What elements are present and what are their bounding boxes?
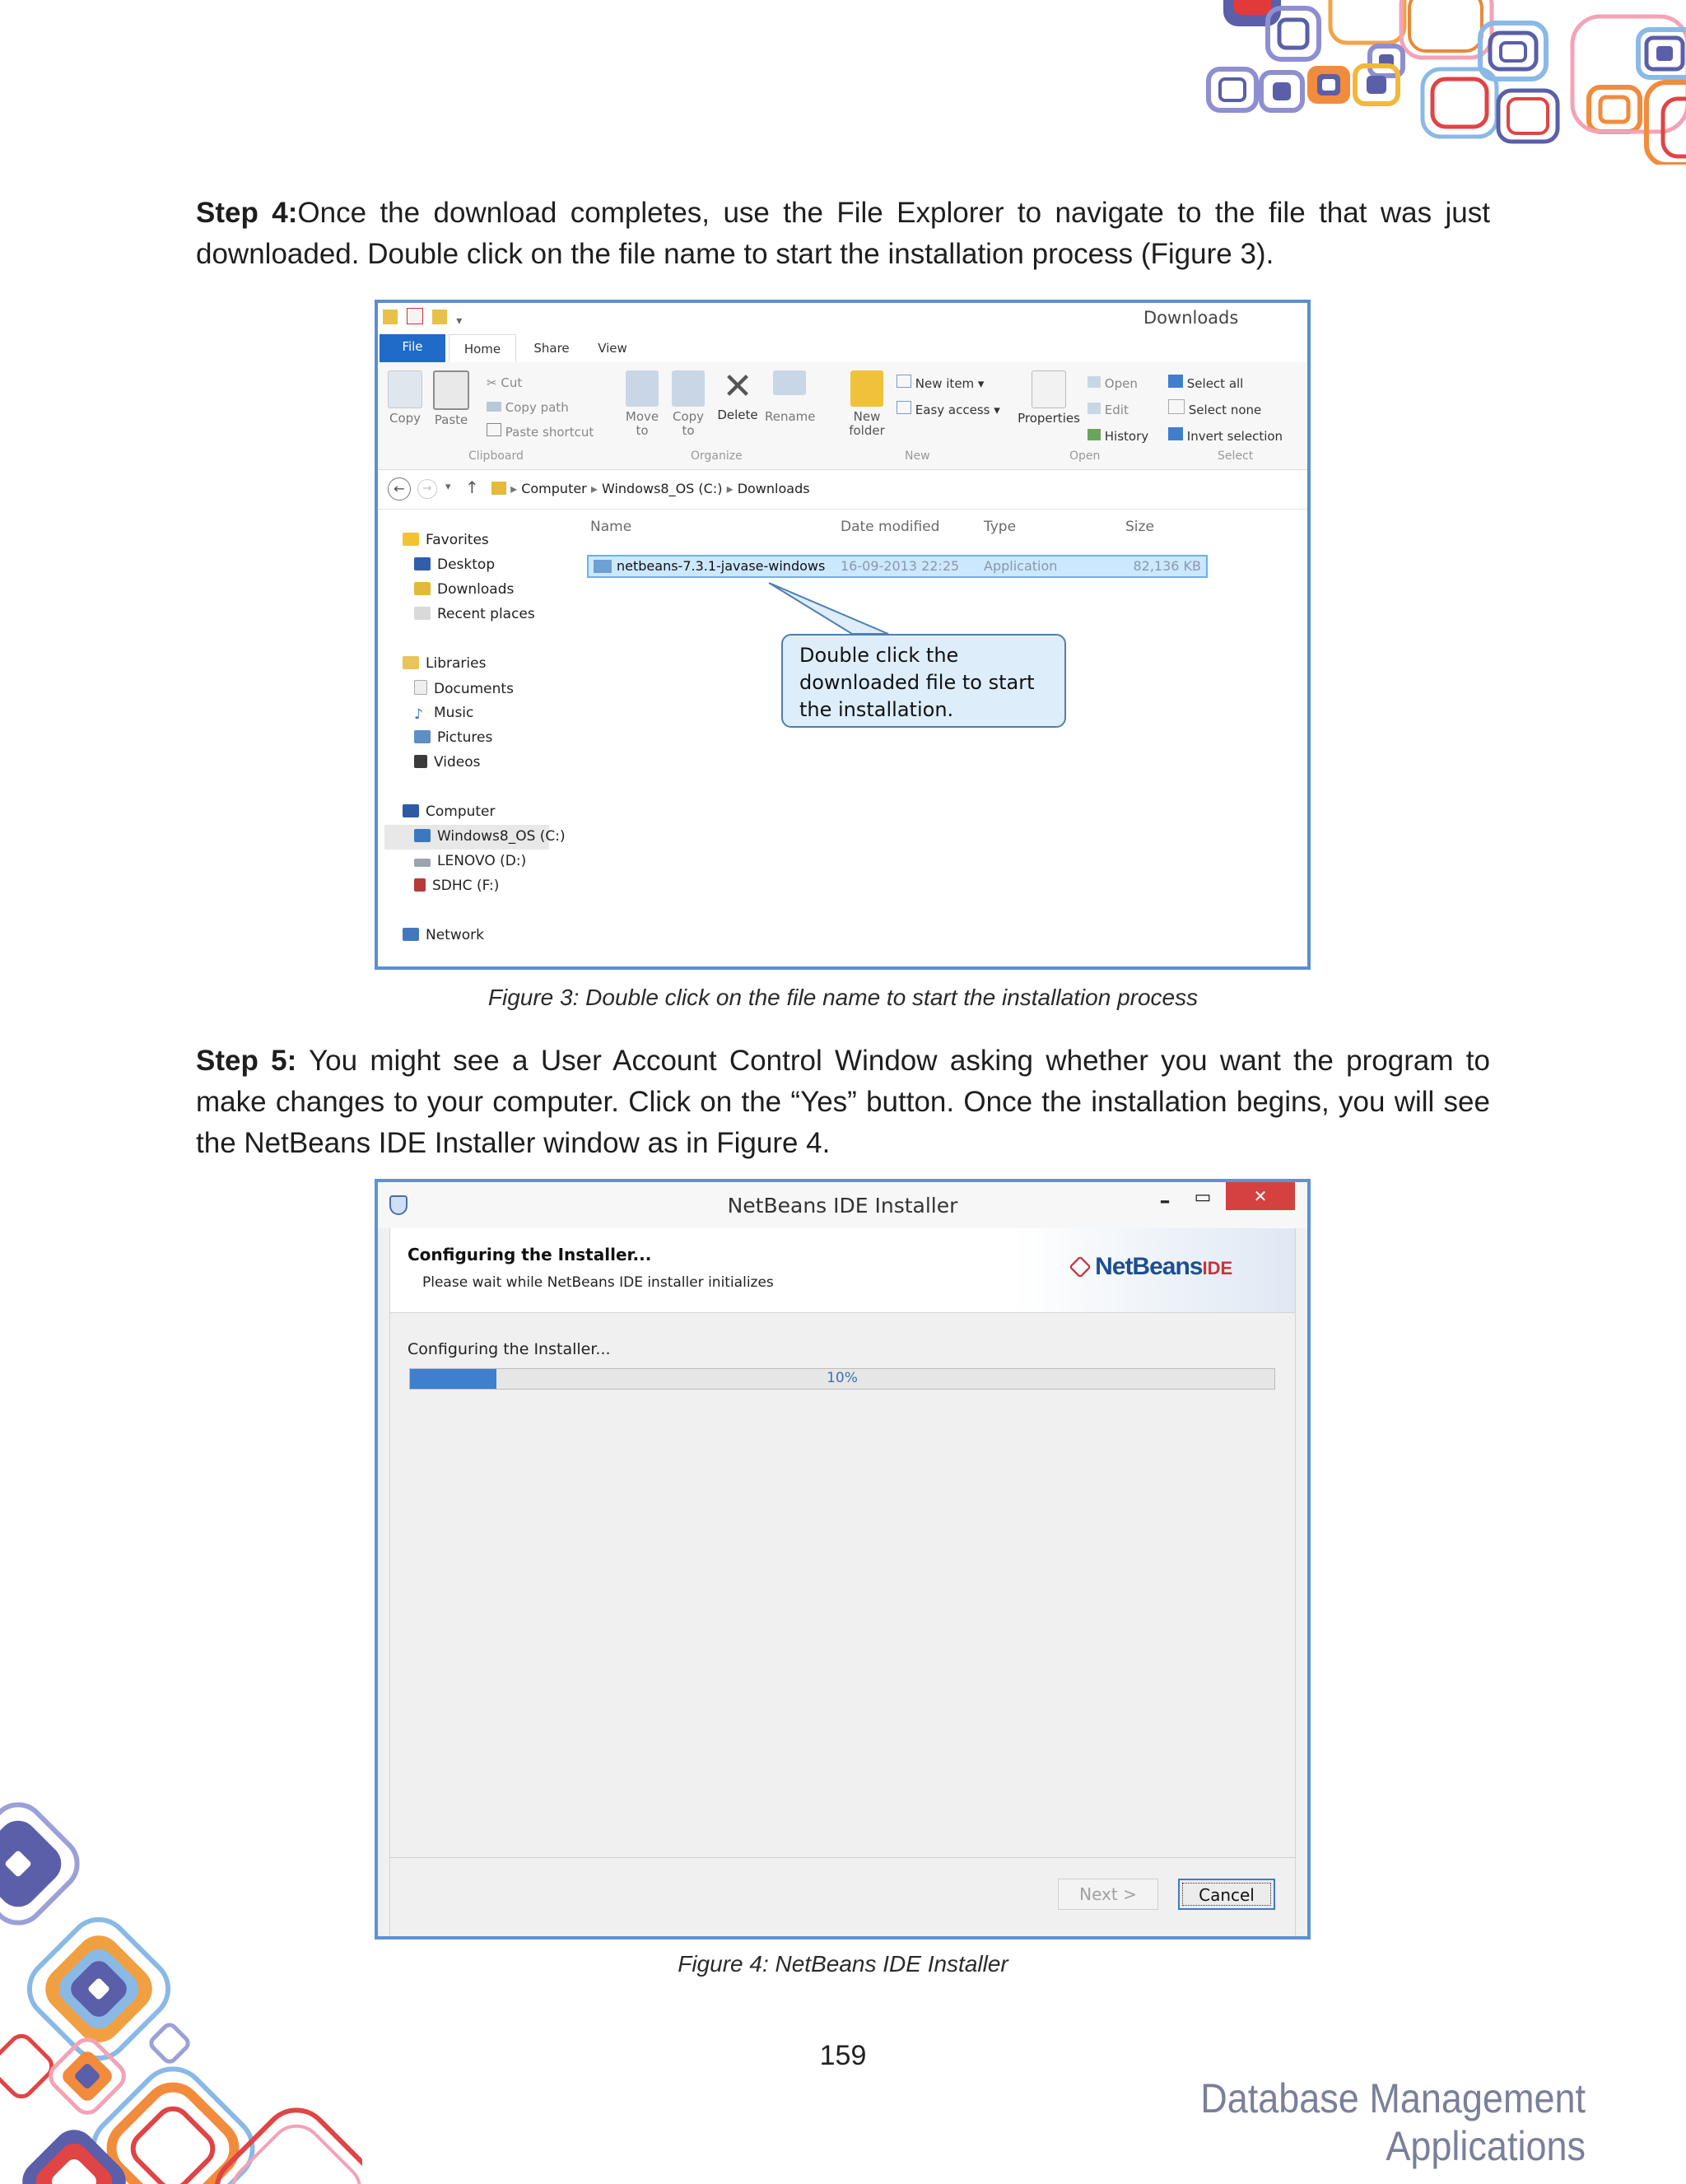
file-name: netbeans-7.3.1-javase-windows bbox=[617, 558, 826, 574]
file-type: Application bbox=[984, 558, 1058, 574]
step4-label: Step 4: bbox=[196, 197, 298, 229]
tab-home[interactable]: Home bbox=[449, 334, 516, 363]
tab-share[interactable]: Share bbox=[533, 341, 570, 356]
easy-access-button[interactable]: Easy access ▾ bbox=[897, 397, 1000, 423]
delete-label: Delete bbox=[717, 407, 758, 422]
new-folder-label: New folder bbox=[849, 409, 885, 438]
tab-view[interactable]: View bbox=[598, 341, 627, 356]
footer-title: Database Management Applications bbox=[1200, 2075, 1586, 2169]
tab-file[interactable]: File bbox=[380, 334, 445, 362]
cut-label: Cut bbox=[501, 375, 523, 390]
edit-label: Edit bbox=[1104, 403, 1129, 417]
rename-label: Rename bbox=[765, 409, 816, 424]
maximize-button[interactable]: ▭ bbox=[1194, 1187, 1212, 1208]
step4-paragraph bbox=[196, 193, 1490, 275]
breadcrumb-drive[interactable]: Windows8_OS (C:) bbox=[601, 481, 723, 496]
nav-music-label: Music bbox=[434, 705, 474, 721]
step4-text: Once the download completes, use the File Explorer to navigate to the file that was just downloaded. Double click on the file name to start the installation process (Figure 3). bbox=[196, 197, 1490, 270]
installer-title: NetBeans IDE Installer bbox=[727, 1194, 958, 1218]
clipboard-group-label: Clipboard bbox=[468, 449, 524, 463]
figure4-caption: Figure 4: NetBeans IDE Installer bbox=[678, 1951, 1008, 1977]
decorative-squares-top-right bbox=[1185, 0, 1686, 165]
open-group-label: Open bbox=[1069, 449, 1101, 463]
music-icon: ♪ bbox=[414, 706, 423, 723]
close-button[interactable]: ✕ bbox=[1226, 1182, 1295, 1210]
copy-path-label: Copy path bbox=[505, 400, 569, 415]
figure3-caption: Figure 3: Double click on the file name to start the installation process bbox=[487, 985, 1199, 1010]
new-item-label: New item bbox=[915, 376, 975, 391]
history-label: History bbox=[1104, 429, 1149, 444]
nav-network-label: Network bbox=[426, 927, 484, 943]
paste-shortcut-label: Paste shortcut bbox=[505, 425, 594, 440]
invert-selection-label: Invert selection bbox=[1186, 429, 1283, 444]
logo-netbeans: NetBeans bbox=[1095, 1253, 1203, 1280]
nav-downloads-label: Downloads bbox=[437, 581, 515, 598]
explorer-title: Downloads bbox=[1143, 308, 1239, 328]
open-label: Open bbox=[1104, 376, 1138, 391]
select-none-label: Select none bbox=[1188, 403, 1262, 417]
header-subtitle: Please wait while NetBeans IDE installer initializes bbox=[422, 1274, 774, 1291]
copy-label: Copy bbox=[389, 411, 422, 426]
callout-text: Double click the downloaded file to start the installation. bbox=[799, 644, 1035, 721]
status-text: Configuring the Installer... bbox=[408, 1340, 611, 1358]
column-size[interactable]: Size bbox=[1125, 519, 1154, 535]
installer-window bbox=[375, 1179, 1311, 1940]
header-title: Configuring the Installer... bbox=[408, 1245, 652, 1264]
select-group-label: Select bbox=[1218, 449, 1254, 463]
column-type[interactable]: Type bbox=[984, 519, 1017, 535]
logo-ide: IDE bbox=[1202, 1258, 1233, 1278]
progress-label: 10% bbox=[827, 1370, 858, 1386]
move-to-label: Move to bbox=[625, 409, 659, 438]
column-date[interactable]: Date modified bbox=[841, 519, 940, 535]
explorer-window bbox=[375, 300, 1311, 970]
new-item-button[interactable]: New item ▾ bbox=[897, 370, 1000, 397]
minimize-button[interactable]: – bbox=[1159, 1189, 1171, 1213]
breadcrumb: ▸ Computer ▸ Windows8_OS (C:) ▸ Downloads bbox=[491, 481, 810, 496]
nav-recent-label: Recent places bbox=[437, 606, 535, 622]
nav-libraries-label: Libraries bbox=[426, 655, 487, 672]
organize-group-label: Organize bbox=[691, 449, 743, 463]
step5-paragraph bbox=[196, 1041, 1490, 1164]
breadcrumb-downloads[interactable]: Downloads bbox=[737, 481, 810, 496]
file-size: 82,136 KB bbox=[1133, 558, 1201, 574]
callout-box bbox=[781, 634, 1066, 728]
decorative-diamonds-bottom-left bbox=[0, 1795, 362, 2184]
easy-access-label: Easy access bbox=[915, 403, 990, 417]
nav-favorites-label: Favorites bbox=[426, 532, 489, 548]
paste-label: Paste bbox=[434, 412, 468, 427]
nav-drive-c-label: Windows8_OS (C:) bbox=[437, 828, 566, 845]
body-border bbox=[389, 1228, 1296, 1936]
step5-label: Step 5: bbox=[196, 1045, 297, 1077]
cancel-button[interactable]: Cancel bbox=[1178, 1879, 1275, 1910]
breadcrumb-computer[interactable]: Computer bbox=[521, 481, 587, 496]
installer-titlebar bbox=[378, 1182, 1307, 1228]
file-date: 16-09-2013 22:25 bbox=[841, 558, 960, 574]
cut-icon: ✂ bbox=[487, 375, 497, 390]
nav-drive-d-label: LENOVO (D:) bbox=[437, 853, 527, 869]
recent-locations-button[interactable]: ▾ bbox=[445, 481, 451, 493]
select-all-label: Select all bbox=[1186, 376, 1244, 391]
nav-pictures-label: Pictures bbox=[437, 729, 493, 746]
page-number: 159 bbox=[819, 2040, 867, 2071]
copy-to-label: Copy to bbox=[672, 409, 705, 438]
nav-documents-label: Documents bbox=[434, 681, 514, 697]
nav-desktop-label: Desktop bbox=[437, 556, 496, 573]
nav-drive-f-label: SDHC (F:) bbox=[432, 878, 500, 894]
delete-icon: ✕ bbox=[722, 366, 753, 407]
quick-access-toolbar[interactable]: ▾ bbox=[383, 308, 490, 328]
new-group-label: New bbox=[905, 449, 930, 463]
nav-computer-label: Computer bbox=[426, 803, 496, 820]
up-button[interactable]: ↑ bbox=[465, 477, 479, 497]
next-button[interactable]: Next > bbox=[1058, 1879, 1158, 1910]
step5-text: You might see a User Account Control Window asking whether you want the program to make changes to your computer. Click on the “Yes” button. Once the installation begins, you will see the NetBeans IDE Installer window as in Figure 4. bbox=[196, 1045, 1490, 1159]
back-button[interactable]: ← bbox=[388, 477, 411, 501]
properties-label: Properties bbox=[1018, 411, 1080, 426]
column-name[interactable]: Name bbox=[590, 519, 632, 535]
forward-button[interactable]: → bbox=[417, 479, 437, 499]
nav-videos-label: Videos bbox=[434, 754, 481, 771]
